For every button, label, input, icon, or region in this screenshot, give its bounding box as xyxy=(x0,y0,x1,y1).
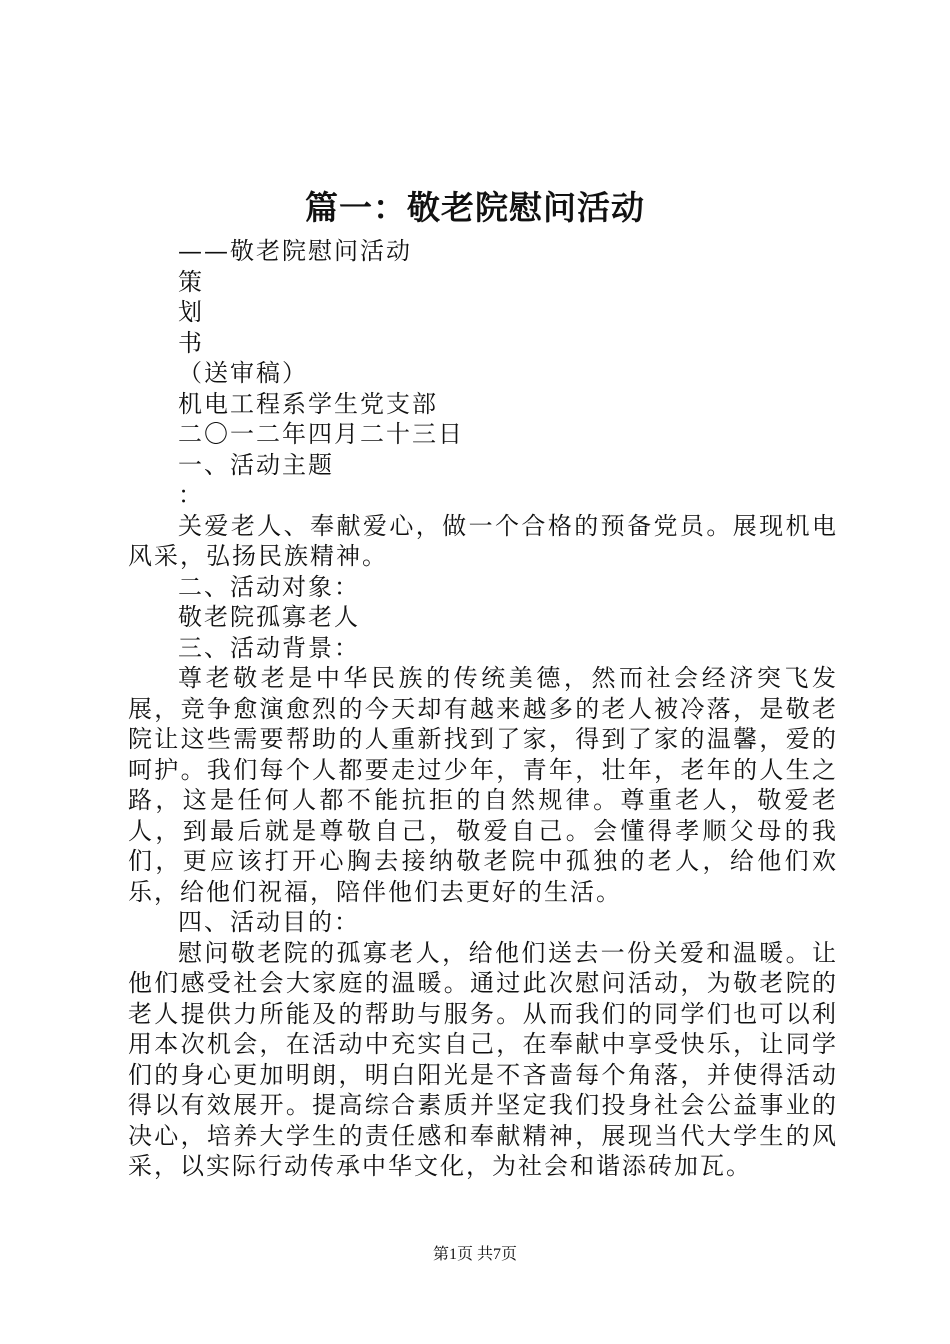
purpose-paragraph: 慰问敬老院的孤寡老人，给他们送去一份关爱和温暖。让他们感受社会大家庭的温暖。通过此次慰问活动，为敬老院的老人提供力所能及的帮助与服务。从而我们的同学们也可以利用本次机会，在活动中充实自己，在奉献中享受快乐，让同学们的身心更加明朗，明白阳光是不吝啬每个角落，并使得活动得以有效展开。提高综合素质并坚定我们投身社会公益事业的决心，培养大学生的责任感和奉献精神，展现当代大学生的风采，以实际行动传承中华文化，为社会和谐添砖加瓦。 xyxy=(128,938,838,1180)
section1-heading: 一、活动主题 xyxy=(178,450,334,479)
section2-content: 敬老院孤寡老人 xyxy=(178,603,360,631)
section3-heading: 三、活动背景： xyxy=(178,633,360,662)
section2-heading: 二、活动对象： xyxy=(178,572,360,601)
document-body xyxy=(128,236,838,1182)
organization-name: 机电工程系学生党支部 xyxy=(178,389,438,418)
section4-heading: 四、活动目的： xyxy=(178,908,360,936)
background-paragraph: 尊老敬老是中华民族的传统美德，然而社会经济突飞发展，竞争愈演愈烈的今天却有越来越多的老人被冷落，是敬老院让这些需要帮助的人重新找到了家，得到了家的温馨，爱的呵护。我们每个人都要走过少年，青年，壮年，老年的人生之路，这是任何人都不能抗拒的自然规律。尊重老人，敬爱老人，到最后就是尊敬自己，敬爱自己。会懂得孝顺父母的我们，更应该打开心胸去接纳敬老院中孤独的老人，给他们欢乐，给他们祝福，陪伴他们去更好的生活。 xyxy=(128,664,838,906)
draft-note: （送审稿） xyxy=(178,359,308,387)
plan-char-3: 书 xyxy=(178,328,204,357)
plan-char-2: 划 xyxy=(178,298,204,326)
theme-paragraph: 关爱老人、奉献爱心，做一个合格的预备党员。展现机电风采，弘扬民族精神。 xyxy=(128,511,838,570)
document-date: 二〇一二年四月二十三日 xyxy=(178,420,464,448)
section1-colon: ： xyxy=(178,481,204,509)
page-footer: 第1页 共7页 xyxy=(432,1246,517,1263)
plan-char-1: 策 xyxy=(178,267,204,296)
document-title: 篇一：敬老院慰问活动 xyxy=(305,188,645,227)
subtitle-line: ——敬老院慰问活动 xyxy=(178,237,412,265)
